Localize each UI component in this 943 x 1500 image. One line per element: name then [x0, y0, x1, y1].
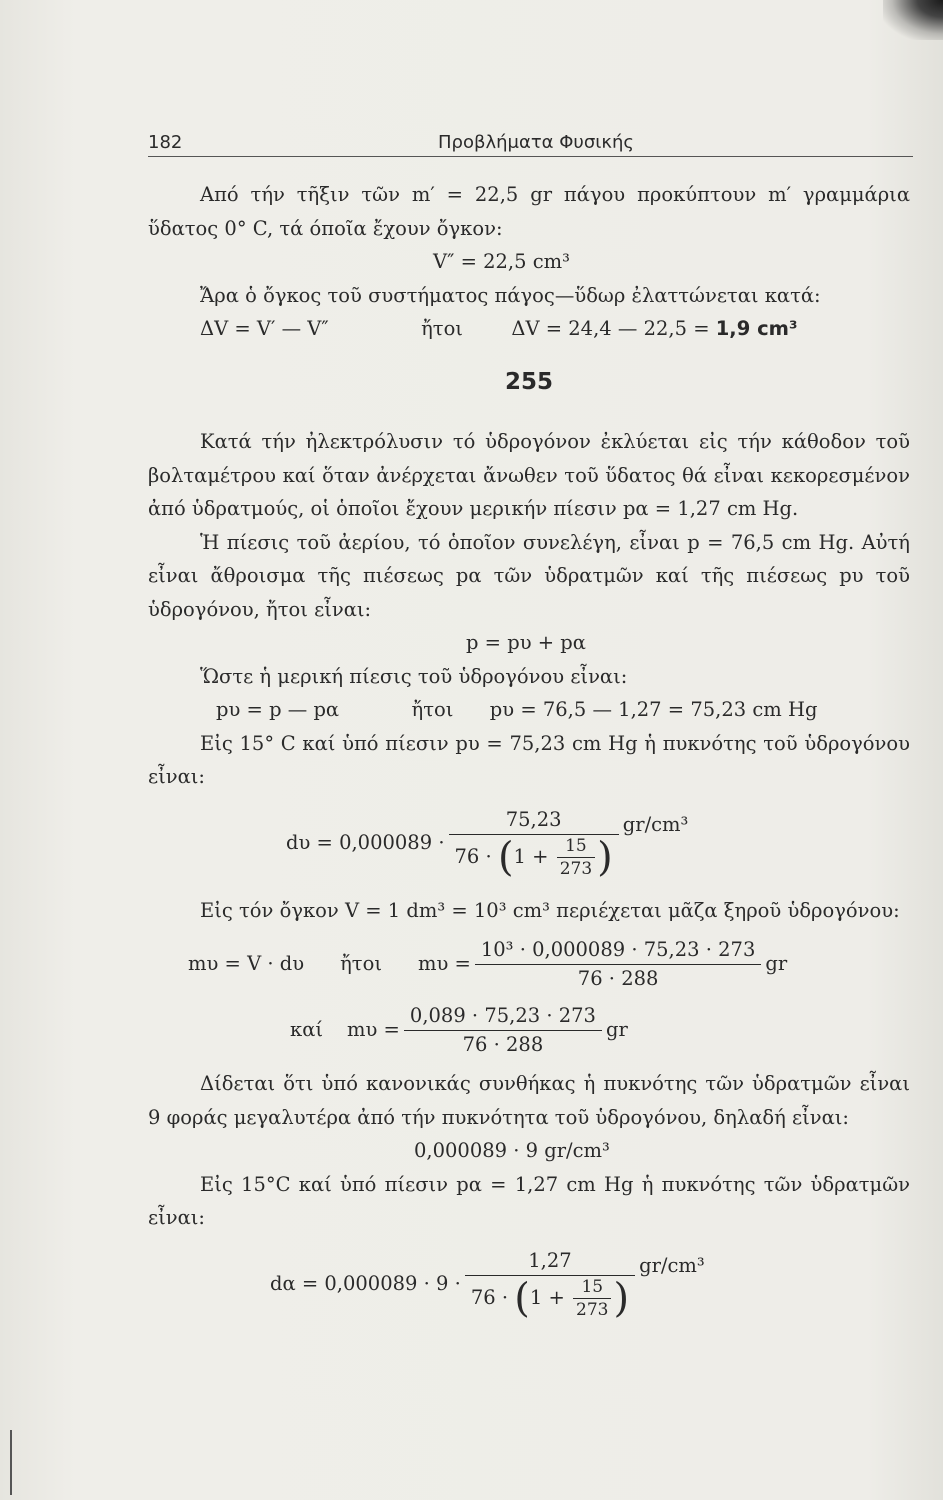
delta-v-calc: ΔV = 24,4 — 22,5 =: [511, 317, 710, 340]
equation-hydrogen-mass-simplified: [148, 999, 910, 1061]
density-unit: gr/cm³: [622, 812, 689, 836]
vapor-density-unit: gr/cm³: [639, 1253, 705, 1277]
density-lhs: dυ = 0,000089 ·: [286, 830, 445, 854]
temperature-fraction: $\frac{15}{273}$: [557, 835, 595, 880]
paragraph-9: Εἰς 15°C καί ὑπό πίεσιν pα = 1,27 cm Hg ἡ πυκνότης τῶν ὑδρατμῶν εἶναι:: [148, 1172, 910, 1229]
section-number: 255: [504, 368, 553, 395]
equation-partial-pressure: [148, 693, 910, 727]
vapor-density-fraction: [465, 1247, 635, 1321]
density-denominator: 76 · (1 + $\frac{15}{273}$ ): [454, 834, 613, 880]
equation-delta-v: [148, 312, 910, 346]
mass-denominator: 76 · 288: [577, 966, 659, 990]
mass-denominator: 76 · 288: [462, 1032, 544, 1056]
vapor-density-numerator: 1,27: [465, 1247, 635, 1276]
scan-edge-mark: [10, 1430, 12, 1495]
paragraph-3: Κατά τήν ἠλεκτρόλυσιν τό ὑδρογόνον ἐκλύεται εἰς τήν κάθοδον τοῦ βολταμέτρου καί ὅταν ἀνέρχεται ἄνωθεν τοῦ ὕδατος θά εἶναι κεκορεσμένον ἀπό ὑδρατμούς, οἱ ὁποῖοι ἔχουν μερικήν πίεσιν pα = 1,27 cm Hg.: [148, 430, 910, 520]
page-content: [148, 178, 910, 1325]
equation-word: καί: [290, 1018, 324, 1042]
equation-word: ἤτοι: [340, 952, 382, 976]
mass-lhs: mυ =: [347, 1018, 400, 1042]
partial-pressure-calc: pυ = 76,5 — 1,27 = 75,23 cm Hg: [489, 698, 818, 721]
mass-unit: gr: [765, 952, 788, 976]
mass-definition: mυ = V · dυ: [188, 952, 305, 976]
vapor-density-denominator: 76 · (1 + $\frac{15}{273}$ ): [470, 1275, 630, 1321]
paragraph-7: Εἰς τόν ὄγκον V = 1 dm³ = 10³ cm³ περιέχεται μᾶζα ξηροῦ ὑδρογόνου:: [200, 898, 900, 922]
equation-vapor-density-normal: 0,000089 · 9 gr/cm³: [414, 1139, 610, 1162]
paragraph-1: Από τήν τῆξιν τῶν m′ = 22,5 gr πάγου προκύπτουν m′ γραμμάρια ὕδατος 0° C, τά όποῖα ἔχουν ὄγκον:: [148, 183, 910, 240]
equation-word: ἤτοι: [421, 317, 463, 340]
paragraph-5: Ὥστε ἡ μερική πίεσις τοῦ ὑδρογόνου εἶναι:: [200, 664, 628, 688]
density-numerator: 75,23: [449, 806, 619, 835]
density-fraction: [449, 806, 619, 880]
page-number: 182: [148, 132, 183, 153]
mass-numerator: 10³ · 0,000089 · 75,23 · 273: [475, 936, 762, 965]
mass-fraction-simplified: [404, 1002, 602, 1059]
running-title: Προβλήματα Φυσικής: [438, 132, 634, 153]
paragraph-6: Εἰς 15° C καί ὑπό πίεσιν pυ = 75,23 cm Hg ἡ πυκνότης τοῦ ὑδρογόνου εἶναι:: [148, 731, 910, 788]
paragraph-8: Δίδεται ὅτι ὑπό κανονικάς συνθήκας ἡ πυκνότης τῶν ὑδρατμῶν εἶναι 9 φοράς μεγαλυτέρα ἀπό τήν πυκνότητα τοῦ ὑδρογόνου, δηλαδή εἶναι:: [148, 1072, 910, 1129]
scan-corner-shadow: [883, 0, 943, 40]
mass-numerator: 0,089 · 75,23 · 273: [404, 1002, 602, 1031]
equation-pressure-sum: p = pυ + pα: [466, 631, 586, 654]
equation-hydrogen-density: [148, 802, 910, 884]
equation-volume: V″ = 22,5 cm³: [433, 250, 570, 273]
delta-v-definition: ΔV = V′ — V″: [200, 317, 329, 340]
paragraph-4: Ἡ πίεσις τοῦ ἀερίου, τό ὁποῖον συνελέγη, εἶναι p = 76,5 cm Hg. Αὐτή εἶναι ἄθροισμα τῆς πιέσεως pα τῶν ὑδρατμῶν καί τῆς πιέσεως pυ τοῦ ὑδρογόνου, ἤτοι εἶναι:: [148, 530, 910, 621]
delta-v-result: 1,9 cm³: [715, 317, 798, 340]
mass-fraction: [475, 936, 762, 993]
vapor-density-lhs: dα = 0,000089 · 9 ·: [270, 1271, 461, 1295]
equation-vapor-density: [148, 1243, 910, 1325]
temperature-fraction: $\frac{15}{273}$: [573, 1276, 611, 1321]
partial-pressure-definition: pυ = p — pα: [216, 698, 340, 721]
mass-lhs: mυ =: [417, 952, 471, 976]
mass-unit: gr: [605, 1018, 628, 1042]
equation-word: ἤτοι: [411, 698, 454, 721]
paragraph-2: Ἄρα ὁ ὄγκος τοῦ συστήματος πάγος—ὕδωρ ἐλαττώνεται κατά:: [200, 283, 821, 307]
running-header: [148, 130, 913, 157]
equation-hydrogen-mass: [148, 933, 910, 995]
